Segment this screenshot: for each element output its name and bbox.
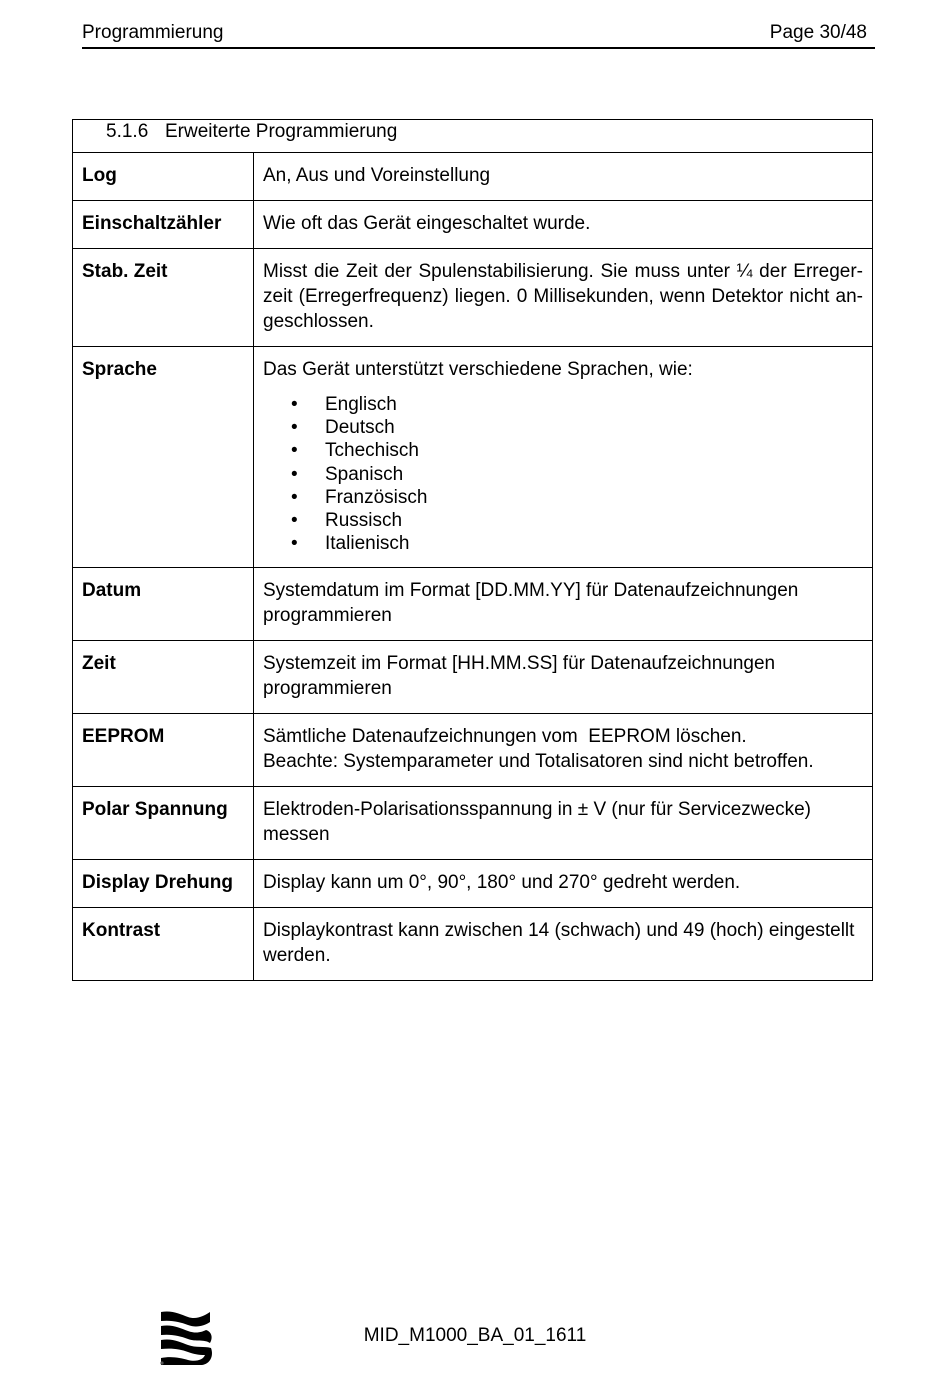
row-desc: Wie oft das Gerät eingeschaltet wurde. — [254, 201, 873, 249]
list-item — [263, 416, 863, 439]
language-label: Deutsch — [325, 417, 395, 439]
table-row — [73, 787, 873, 860]
row-desc: Display kann um 0°, 90°, 180° und 270° gedreht werden. — [254, 860, 873, 908]
row-desc-eeprom — [254, 714, 873, 787]
row-desc: Systemzeit im Format [HH.MM.SS] für Datenaufzeichnungen programmieren — [254, 641, 873, 714]
table-row — [73, 641, 873, 714]
document-code-text: MID_M1000_BA_01_1611 — [363, 1325, 587, 1346]
row-key: Polar Spannung — [73, 787, 254, 860]
language-label: Englisch — [325, 394, 397, 415]
list-item — [263, 486, 863, 509]
list-item — [263, 439, 863, 462]
row-desc: Sämtliche Datenaufzeichnungen vom EEPROM löschen. — [263, 726, 747, 748]
section-number: 5.1.6 — [106, 121, 149, 142]
list-item — [263, 393, 863, 416]
row-desc: Systemdatum im Format [DD.MM.YY] für Datenaufzeichnungen programmieren — [254, 568, 873, 641]
row-key: Zeit — [73, 641, 254, 714]
table-row — [73, 249, 873, 347]
programming-table — [72, 119, 873, 981]
language-label: Spanisch — [325, 463, 404, 485]
row-key: EEPROM — [73, 714, 254, 787]
bullet-icon: • — [291, 510, 298, 532]
section-title: Erweiterte Programmierung — [165, 121, 398, 142]
document-code — [0, 1325, 950, 1347]
row-key: Kontrast — [73, 908, 254, 981]
row-key: Datum — [73, 568, 254, 641]
table-row — [73, 860, 873, 908]
row-desc: Elektroden-Polarisationsspannung in ± V (nur für Servicezwecke) messen — [254, 787, 873, 860]
bullet-icon: • — [291, 440, 298, 462]
table-row — [73, 568, 873, 641]
row-key: Sprache — [73, 347, 254, 568]
bullet-icon: • — [291, 533, 298, 555]
page-header — [82, 22, 875, 49]
row-key: Einschaltzähler — [73, 201, 254, 249]
row-key: Log — [73, 153, 254, 201]
row-desc: Displaykontrast kann zwischen 14 (schwach) und 49 (hoch) eingestellt werden. — [254, 908, 873, 981]
bullet-icon: • — [291, 394, 298, 415]
table-row — [73, 908, 873, 981]
row-desc: An, Aus und Voreinstellung — [254, 153, 873, 201]
bullet-icon: • — [291, 486, 298, 508]
language-label: Italienisch — [325, 533, 410, 555]
language-label: Russisch — [325, 510, 403, 532]
row-desc: Misst die Zeit der Spulenstabilisierung. Sie muss unter ¼ der Erreger-zeit (Erregerfrequenz) liegen. 0 Millisekunden, wenn Detektor nicht an-geschlossen. — [254, 249, 873, 347]
row-desc: Das Gerät unterstützt verschiedene Sprachen, wie: — [263, 359, 693, 380]
language-list — [263, 393, 863, 555]
row-desc-note: Beachte: Systemparameter und Totalisatoren sind nicht betroffen. — [263, 751, 814, 773]
language-label: Französisch — [325, 486, 428, 508]
table-row — [73, 201, 873, 249]
list-item — [263, 509, 863, 532]
section-heading-row — [73, 120, 873, 153]
page-number: Page 30/48 — [769, 22, 867, 43]
chapter-title: Programmierung — [82, 22, 224, 43]
row-key: Stab. Zeit — [73, 249, 254, 347]
language-label: Tchechisch — [325, 440, 419, 462]
bullet-icon: • — [291, 463, 298, 485]
list-item — [263, 532, 863, 555]
table-row — [73, 347, 873, 568]
bullet-icon: • — [291, 417, 298, 439]
row-key: Display Drehung — [73, 860, 254, 908]
section-heading — [73, 120, 873, 153]
list-item — [263, 463, 863, 486]
table-row — [73, 714, 873, 787]
row-desc-languages — [254, 347, 873, 568]
table-row — [73, 153, 873, 201]
